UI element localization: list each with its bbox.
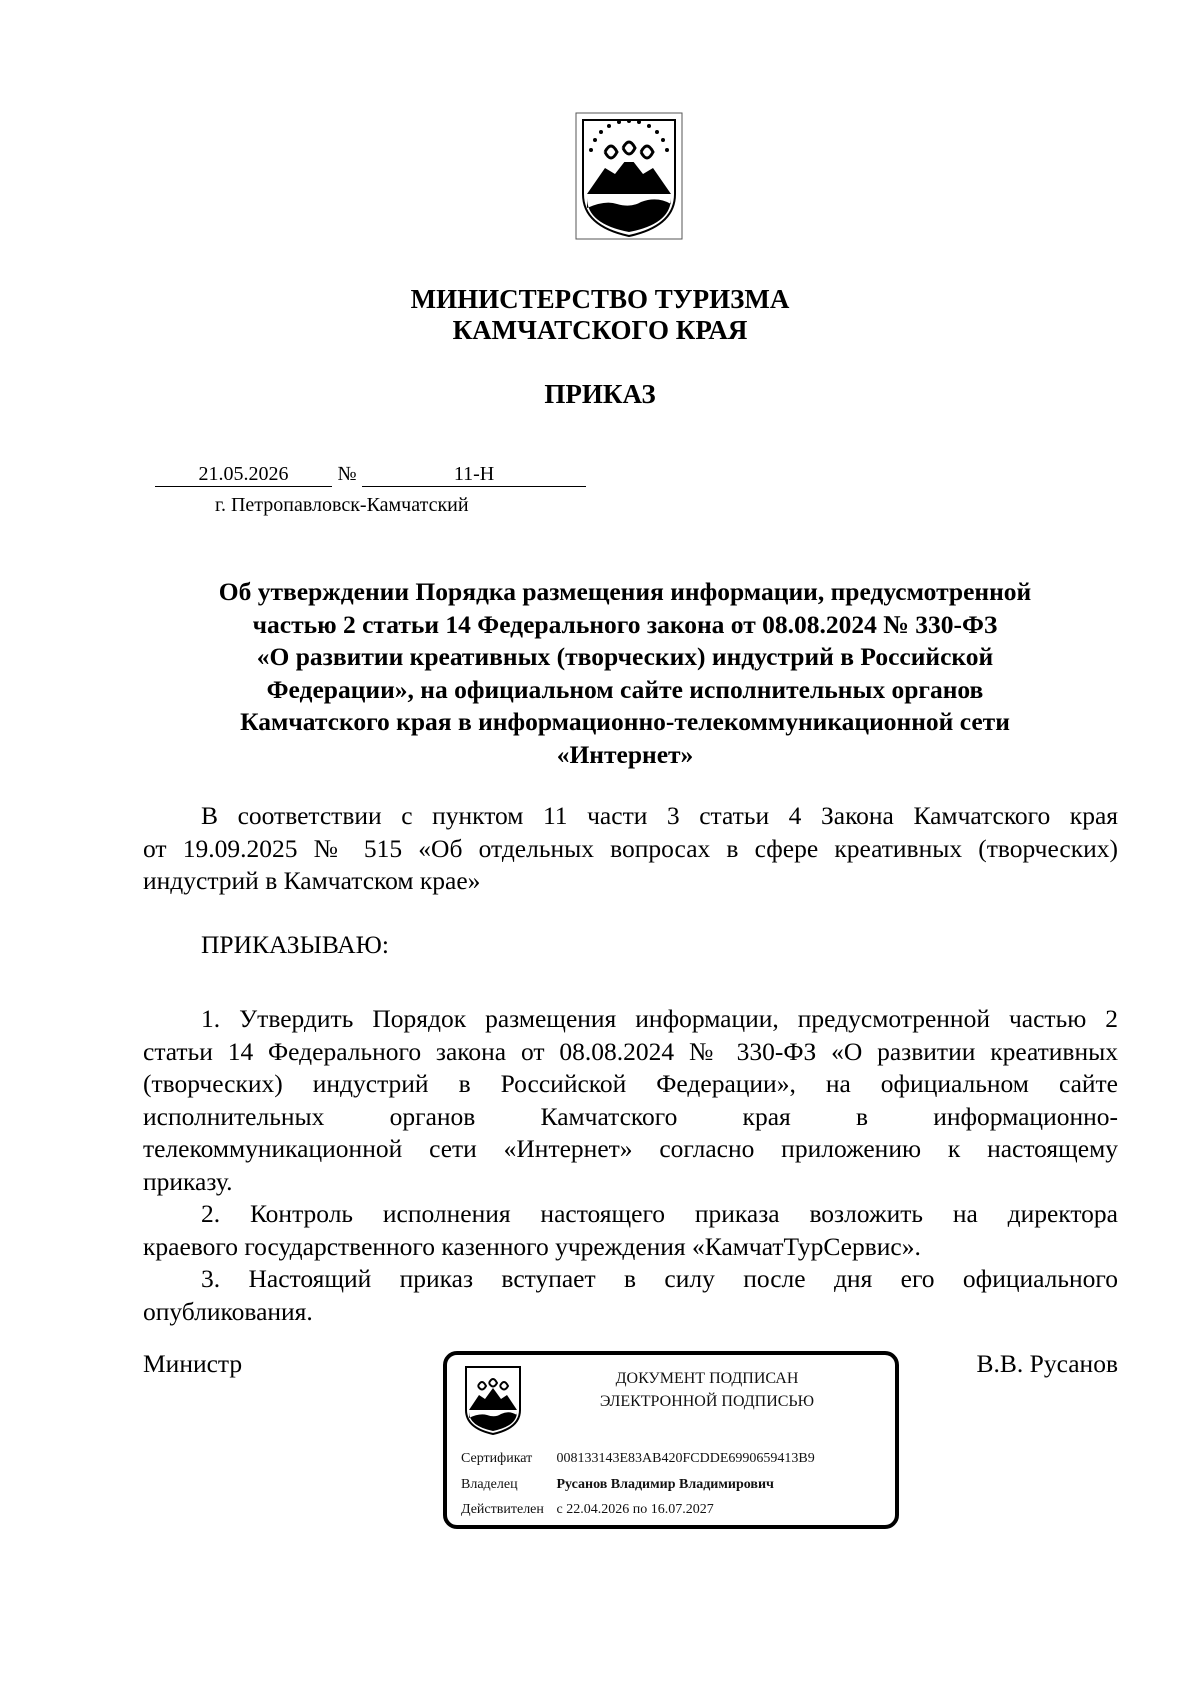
item-3-line: 3. Настоящий приказ вступает в силу после дня его официального	[201, 1264, 1118, 1293]
subject-line: «О развитии креативных (творческих) индустрий в Российской	[256, 642, 994, 671]
subject-line: Федерации», на официальном сайте исполнительных органов	[266, 674, 984, 704]
stamp-title	[557, 1367, 857, 1413]
item-3-paragraph	[143, 1263, 1118, 1328]
subject-line: Камчатского края в информационно-телекоммуникационной сети	[240, 707, 1010, 736]
certificate-label: Сертификат	[461, 1451, 533, 1466]
certificate-value: 008133143E83AB420FCDDE6990659413B9	[556, 1451, 815, 1466]
item-1-line: статьи 14 Федерального закона от 08.08.2024 № 330-ФЗ «О развитии креативных	[143, 1036, 1118, 1066]
preamble-line: индустрий в Камчатском крае»	[143, 866, 481, 895]
subject-line: частью 2 статьи 14 Федерального закона от 08.08.2024 № 330-ФЗ	[252, 609, 998, 639]
item-1-line: исполнительных органов Камчатского края в информационно-	[143, 1101, 1118, 1131]
item-1-line: 1. Утвердить Порядок размещения информации, предусмотренной частью 2	[201, 1004, 1118, 1033]
preamble-line: от 19.09.2025 № 515 «Об отдельных вопросах в сфере креативных (творческих)	[143, 833, 1118, 863]
order-subject	[160, 576, 1090, 771]
signatory-name: В.В. Русанов	[976, 1349, 1118, 1378]
kamchatka-coat-of-arms-icon	[575, 112, 683, 240]
subject-line: Об утверждении Порядка размещения информации, предусмотренной	[218, 577, 1032, 606]
signatory-position: Министр	[143, 1349, 243, 1378]
order-date: 21.05.2026	[155, 463, 332, 487]
validity-label: Действителен	[461, 1502, 544, 1517]
owner-value: Русанов Владимир Владимирович	[556, 1477, 774, 1492]
item-2-line: 2. Контроль исполнения настоящего приказа возложить на директора	[201, 1199, 1118, 1228]
ministry-line-1: МИНИСТЕРСТВО ТУРИЗМА	[410, 284, 790, 314]
item-3-line: опубликования.	[143, 1296, 313, 1326]
order-word-text: ПРИКАЗЫВАЮ:	[201, 930, 389, 959]
number-sign: №	[337, 463, 357, 485]
stamp-owner-row	[461, 1477, 774, 1493]
item-1-paragraph	[143, 1003, 1118, 1198]
stamp-coat-of-arms-icon	[463, 1364, 523, 1436]
ministry-name	[300, 284, 900, 346]
preamble-paragraph	[143, 800, 1118, 898]
validity-value: с 22.04.2026 по 16.07.2027	[556, 1502, 714, 1517]
item-1-line: (творческих) индустрий в Российской Федерации», на официальном сайте	[143, 1069, 1118, 1098]
stamp-certificate-row	[461, 1451, 815, 1467]
stamp-title-line-2: ЭЛЕКТРОННОЙ ПОДПИСЬЮ	[599, 1393, 815, 1410]
item-1-line: приказу.	[143, 1166, 233, 1196]
order-word	[143, 929, 1118, 962]
item-2-line: краевого государственного казенного учреждения «КамчатТурСервис».	[143, 1231, 921, 1261]
city-name: г. Петропавловск-Камчатский	[215, 494, 469, 516]
order-number: 11-Н	[362, 463, 586, 487]
item-2-paragraph	[143, 1198, 1118, 1263]
owner-label: Владелец	[461, 1477, 518, 1492]
electronic-signature-stamp	[443, 1351, 899, 1529]
stamp-title-line-1: ДОКУМЕНТ ПОДПИСАН	[615, 1370, 799, 1387]
document-type-title: ПРИКАЗ	[544, 379, 656, 409]
preamble-line: В соответствии с пунктом 11 части 3 статьи 4 Закона Камчатского края	[201, 801, 1118, 830]
ministry-line-2: КАМЧАТСКОГО КРАЯ	[452, 315, 748, 345]
stamp-validity-row	[461, 1502, 714, 1518]
item-1-line: телекоммуникационной сети «Интернет» согласно приложению к настоящему	[143, 1134, 1118, 1163]
subject-line: «Интернет»	[556, 739, 694, 769]
